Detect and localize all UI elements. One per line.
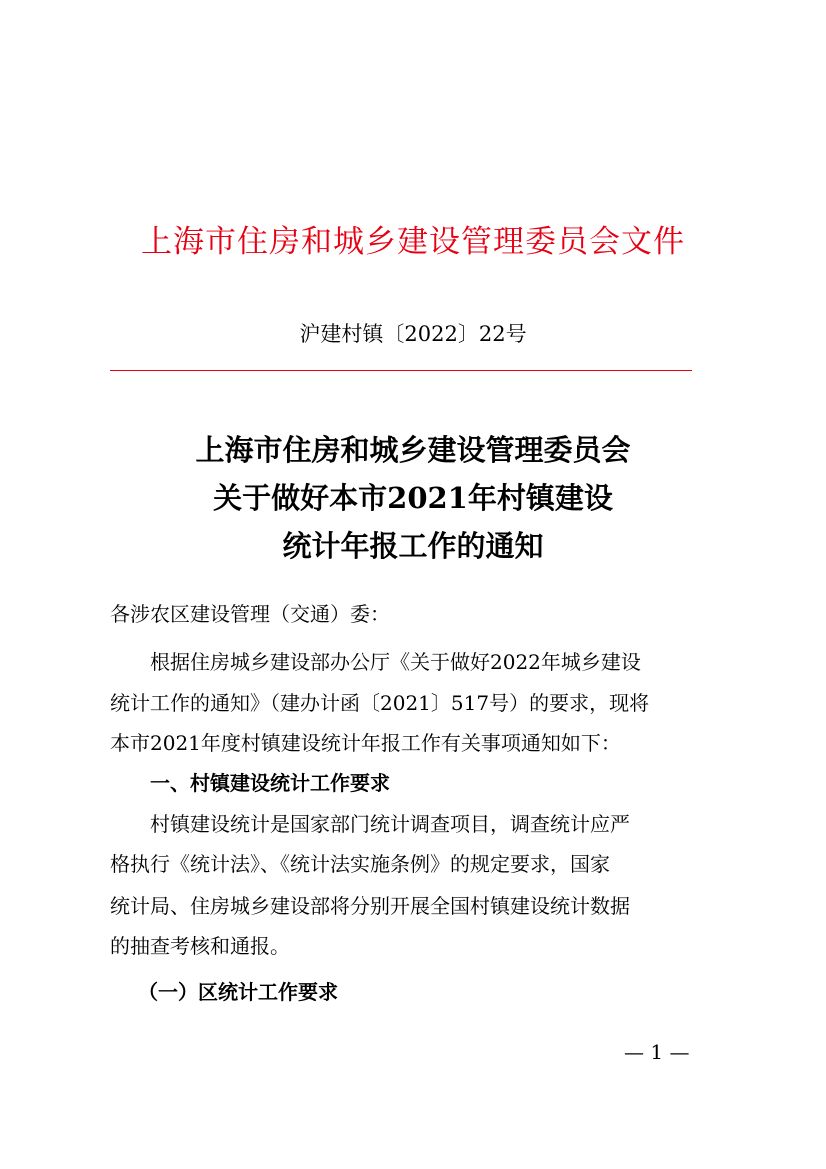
subsection-1-heading: （一）区统计工作要求 — [138, 980, 338, 1004]
section-1-heading: 一、村镇建设统计工作要求 — [150, 771, 390, 795]
document-number: 沪建村镇〔2022〕22号 — [299, 322, 527, 346]
notice-title-line-1: 上海市住房和城乡建设管理委员会 — [195, 433, 631, 467]
issuer-header-title: 上海市住房和城乡建设管理委员会文件 — [141, 224, 685, 260]
notice-title-line-3: 统计年报工作的通知 — [282, 529, 544, 563]
notice-title-line-2: 关于做好本市2021年村镇建设 — [213, 481, 613, 515]
intro-line: 本市2021年度村镇建设统计年报工作有关事项通知如下： — [110, 731, 621, 755]
section-1-paragraph-line: 村镇建设统计是国家部门统计调查项目，调查统计应严 — [150, 812, 630, 836]
section-1-paragraph-line: 格执行《统计法》、《统计法实施条例》的规定要求，国家 — [110, 852, 610, 876]
page-number: — 1 — — [624, 1040, 690, 1064]
intro-line: 统计工作的通知》（建办计函〔2021〕517号）的要求，现将 — [110, 691, 650, 715]
intro-line: 根据住房城乡建设部办公厅《关于做好2022年城乡建设 — [150, 650, 641, 674]
addressee: 各涉农区建设管理（交通）委： — [110, 602, 390, 626]
section-1-paragraph-line: 的抽查考核和通报。 — [110, 934, 290, 958]
red-separator-line — [110, 370, 692, 371]
section-1-paragraph-line: 统计局、住房城乡建设部将分别开展全国村镇建设统计数据 — [110, 894, 630, 918]
